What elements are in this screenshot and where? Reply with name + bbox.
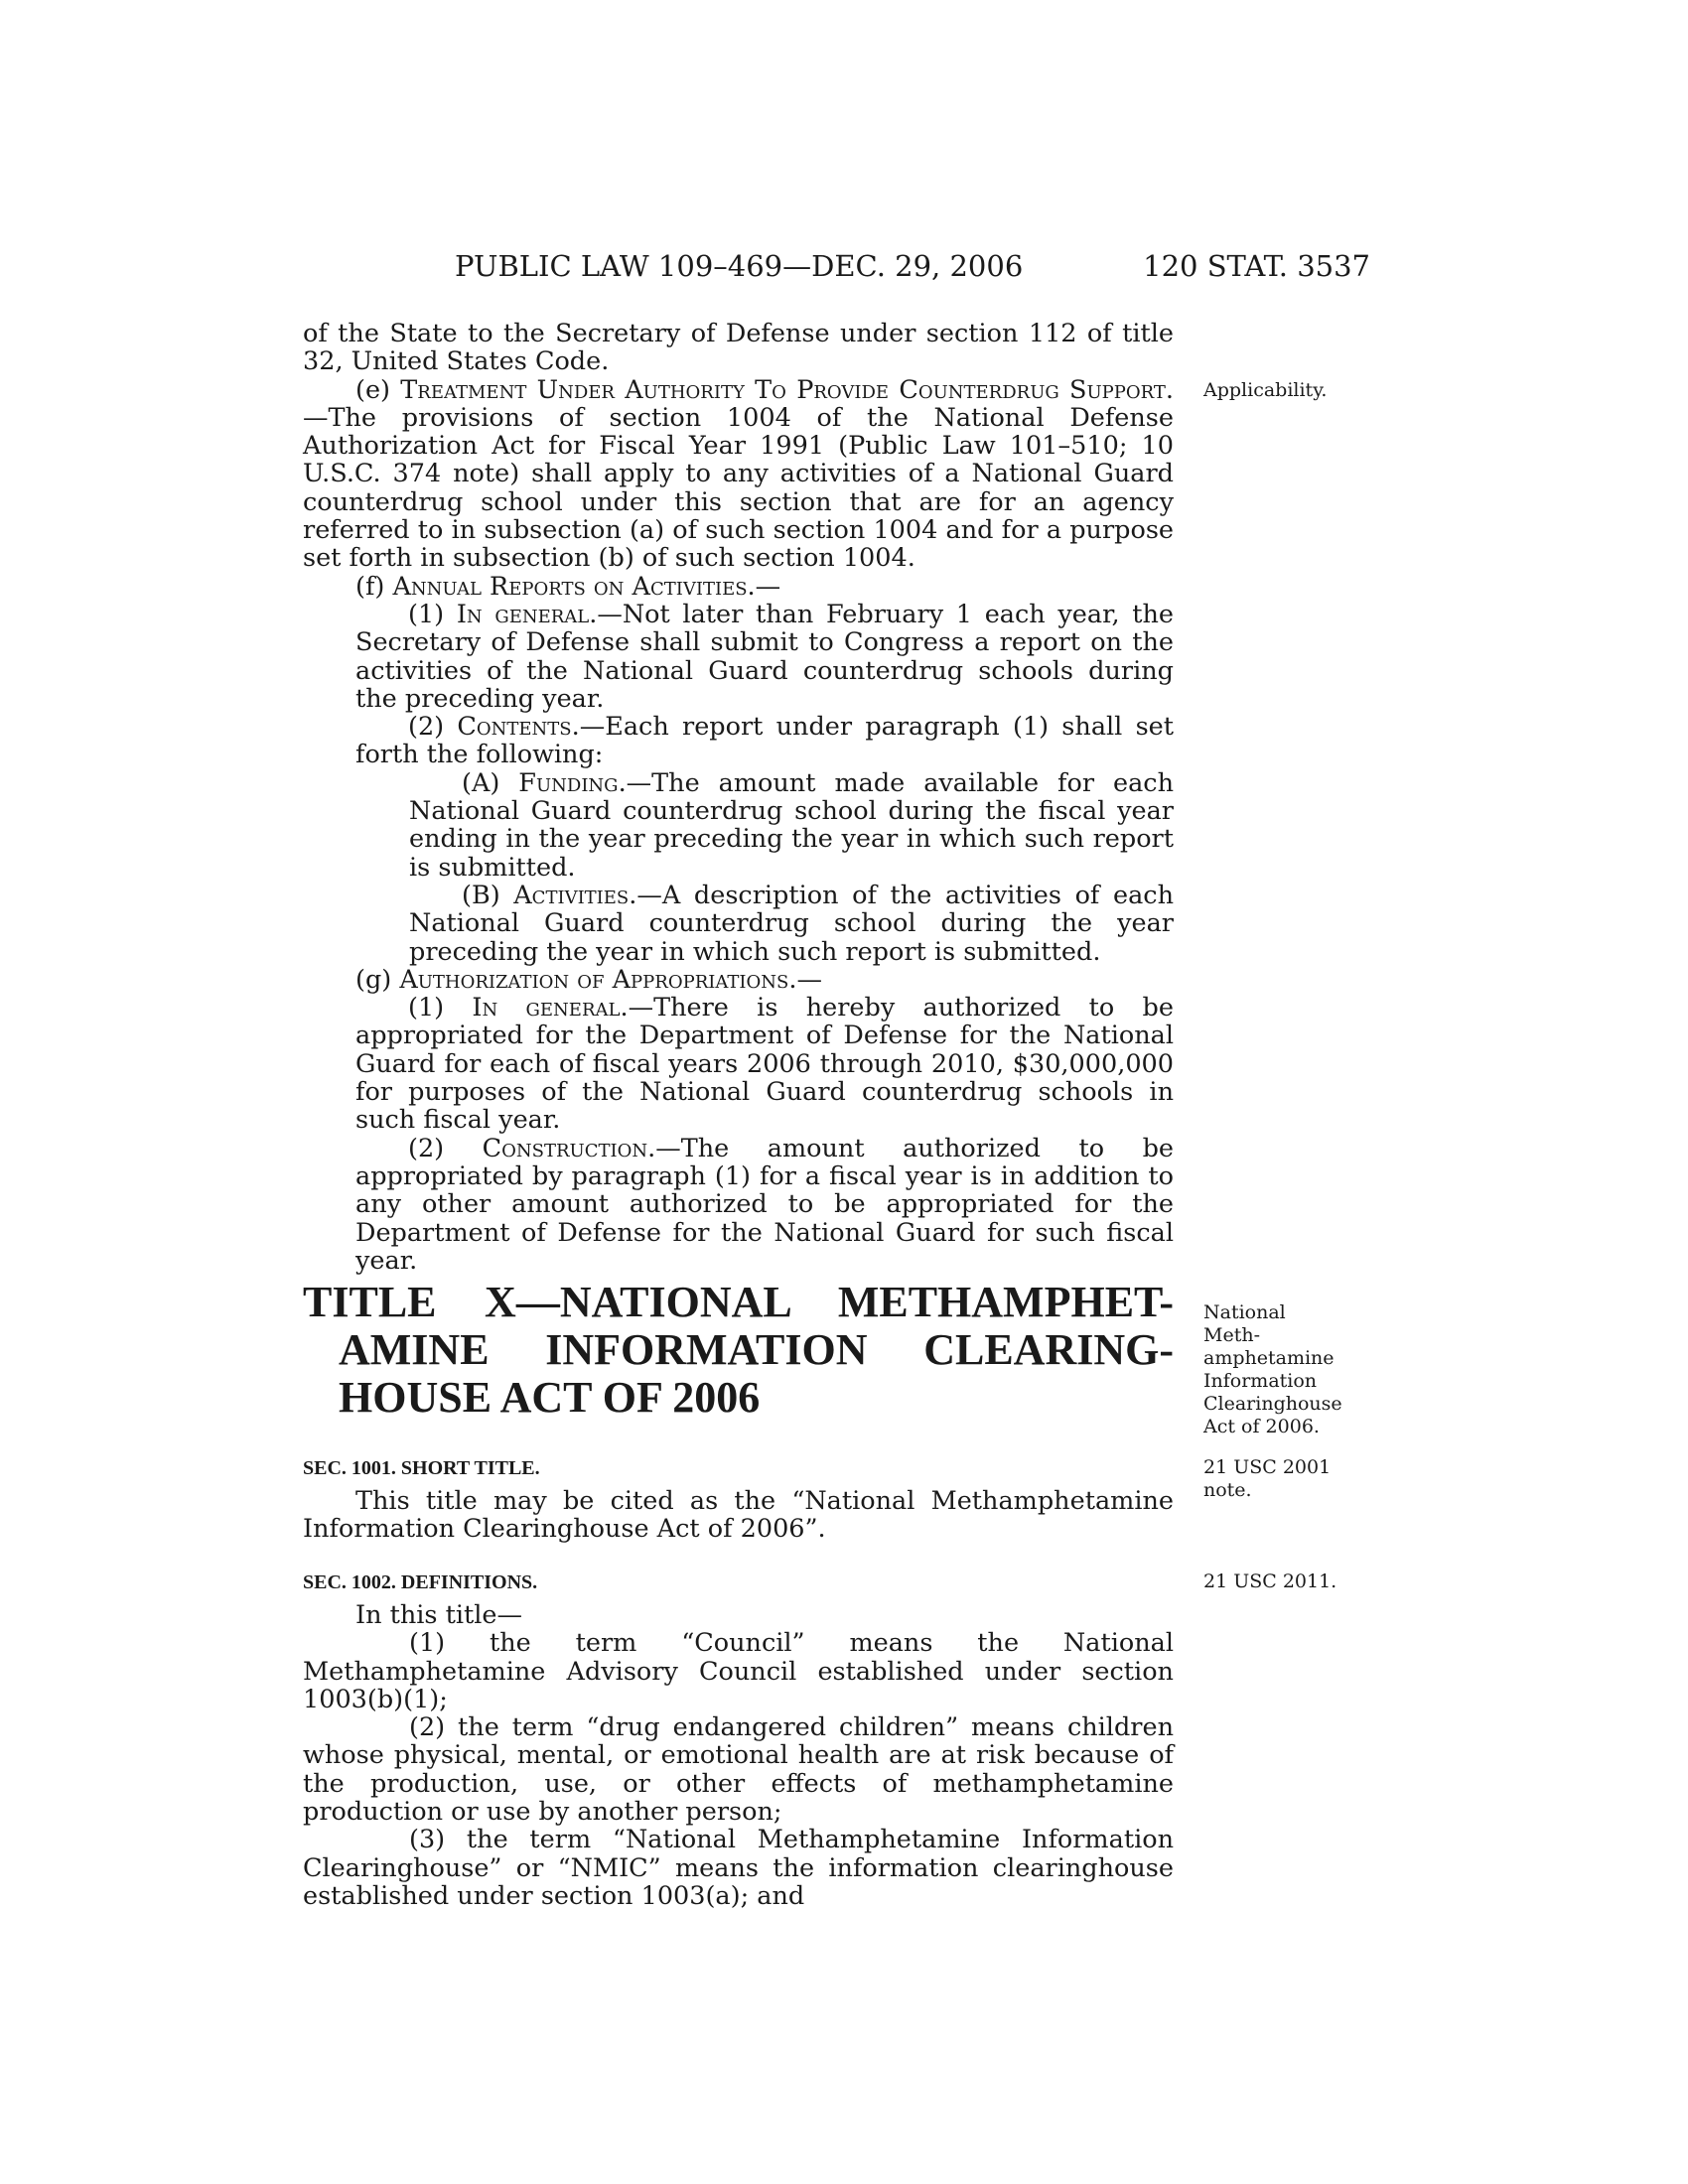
section-1002-heading: SEC. 1002. DEFINITIONS.	[303, 1571, 538, 1593]
subsection-e: (e) Treatment Under Authority To Provide Counterdrug Support.—The provisions of section 1004 of the National Defense Authorization Act for Fiscal Year 1991 (Public Law 101–510; 10 U.S.C. 374 note) shall apply to any activities of a National Guard counterdrug school under this section that are for an agency referred to in subsection (a) of such section 1004 and for a purpose set forth in subsection (b) of such section 1004.	[303, 374, 1174, 574]
subparagraph-fB: (B) Activities.—A description of the activities of each National Guard counterdrug school during the year preceding the year in which such report is submitted.	[409, 880, 1174, 967]
paragraph-f2: (2) Contents.—Each report under paragraph (1) shall set forth the following:	[355, 712, 1175, 770]
margin-note-sec1001	[1203, 1456, 1352, 1502]
subsection-f: (f) Annual Reports on Activities.—	[355, 571, 781, 602]
title-line: HOUSE ACT OF 2006	[339, 1373, 761, 1422]
margin-note-applicability: Applicability.	[1203, 379, 1328, 401]
subparagraph-fA: (A) Funding.—The amount made available for each National Guard counterdrug school during the fiscal year ending in the year preceding the year in which such report is submitted.	[409, 767, 1174, 883]
margin-note-sec1002: 21 USC 2011.	[1203, 1570, 1337, 1592]
subparagraph-fB-heading: Activities.	[513, 880, 637, 910]
paragraph-g2-heading: Construction.	[482, 1133, 656, 1163]
margin-note-title	[1203, 1301, 1352, 1438]
header-public-law: PUBLIC LAW 109–469—DEC. 29, 2006	[455, 249, 1024, 283]
section-1002	[303, 1570, 1174, 1910]
definition-1: (1) the term “Council” means the National Methamphetamine Advisory Council established under section 1003(b)(1);	[303, 1628, 1174, 1714]
paragraph-f1-heading: In general.	[456, 599, 598, 629]
paragraph-g2: (2) Construction.—The amount authorized to be appropriated by paragraph (1) for a fiscal year is in addition to any other amount authorized to be appropriated for the Department of Defense for the National Guard for such fiscal year.	[355, 1133, 1174, 1276]
section-1001	[303, 1455, 1174, 1544]
margin-note-line: National	[1203, 1301, 1286, 1323]
section-1001-text: This title may be cited as the “National Methamphetamine Information Clearinghouse Act of 2006”.	[303, 1486, 1174, 1545]
paragraph-f2-heading: Contents.	[457, 712, 580, 743]
definition-3: (3) the term “National Methamphetamine Information Clearinghouse” or “NMIC” means the information clearinghouse established under section 1003(a); and	[303, 1825, 1174, 1911]
subsection-g-heading: Authorization of Appropriations.	[399, 964, 797, 995]
margin-note-line: Clearinghouse	[1203, 1393, 1342, 1415]
subparagraph-fA-heading: Funding.	[518, 767, 627, 798]
paragraph-g1-heading: In general.	[472, 993, 629, 1024]
body-text	[303, 320, 1174, 1275]
title-line: AMINE INFORMATION CLEARING-	[339, 1325, 1174, 1374]
header-stat-page: 120 STAT. 3537	[1143, 249, 1370, 283]
title-line: TITLE X—NATIONAL METHAMPHET-	[303, 1278, 1174, 1326]
margin-note-line: Act of 2006.	[1203, 1416, 1320, 1437]
paragraph-g1: (1) In general.—There is hereby authorized to be appropriated for the Department of Defense for the National Guard for each of fiscal years 2006 through 2010, $30,000,000 for purposes of the National Guard counterdrug schools in such fiscal year.	[355, 993, 1174, 1136]
paragraph-continuation: of the State to the Secretary of Defense under section 112 of title 32, United States Code.	[303, 319, 1174, 377]
margin-note-line: note.	[1203, 1479, 1252, 1501]
margin-note-line: amphetamine	[1203, 1347, 1335, 1369]
subsection-g: (g) Authorization of Appropriations.—	[355, 964, 822, 995]
subsection-f-heading: Annual Reports on Activities.	[392, 571, 756, 602]
margin-note-line: 21 USC 2001	[1203, 1456, 1332, 1478]
title-heading	[303, 1279, 1174, 1422]
running-header	[455, 248, 1370, 284]
subsection-e-heading: Treatment Under Authority To Provide Counterdrug Support.	[400, 374, 1174, 405]
paragraph-f1: (1) In general.—Not later than February 1 each year, the Secretary of Defense shall submit to Congress a report on the activities of the National Guard counterdrug schools during the preceding year.	[355, 599, 1175, 714]
definition-2: (2) the term “drug endangered children” means children whose physical, mental, or emotional health are at risk because of the production, use, or other effects of methamphetamine production or use by another person;	[303, 1712, 1174, 1828]
margin-note-line: Information	[1203, 1370, 1318, 1392]
margin-note-line: Meth-	[1203, 1324, 1260, 1346]
section-1001-heading: SEC. 1001. SHORT TITLE.	[303, 1457, 540, 1479]
section-1002-intro: In this title—	[355, 1600, 523, 1630]
